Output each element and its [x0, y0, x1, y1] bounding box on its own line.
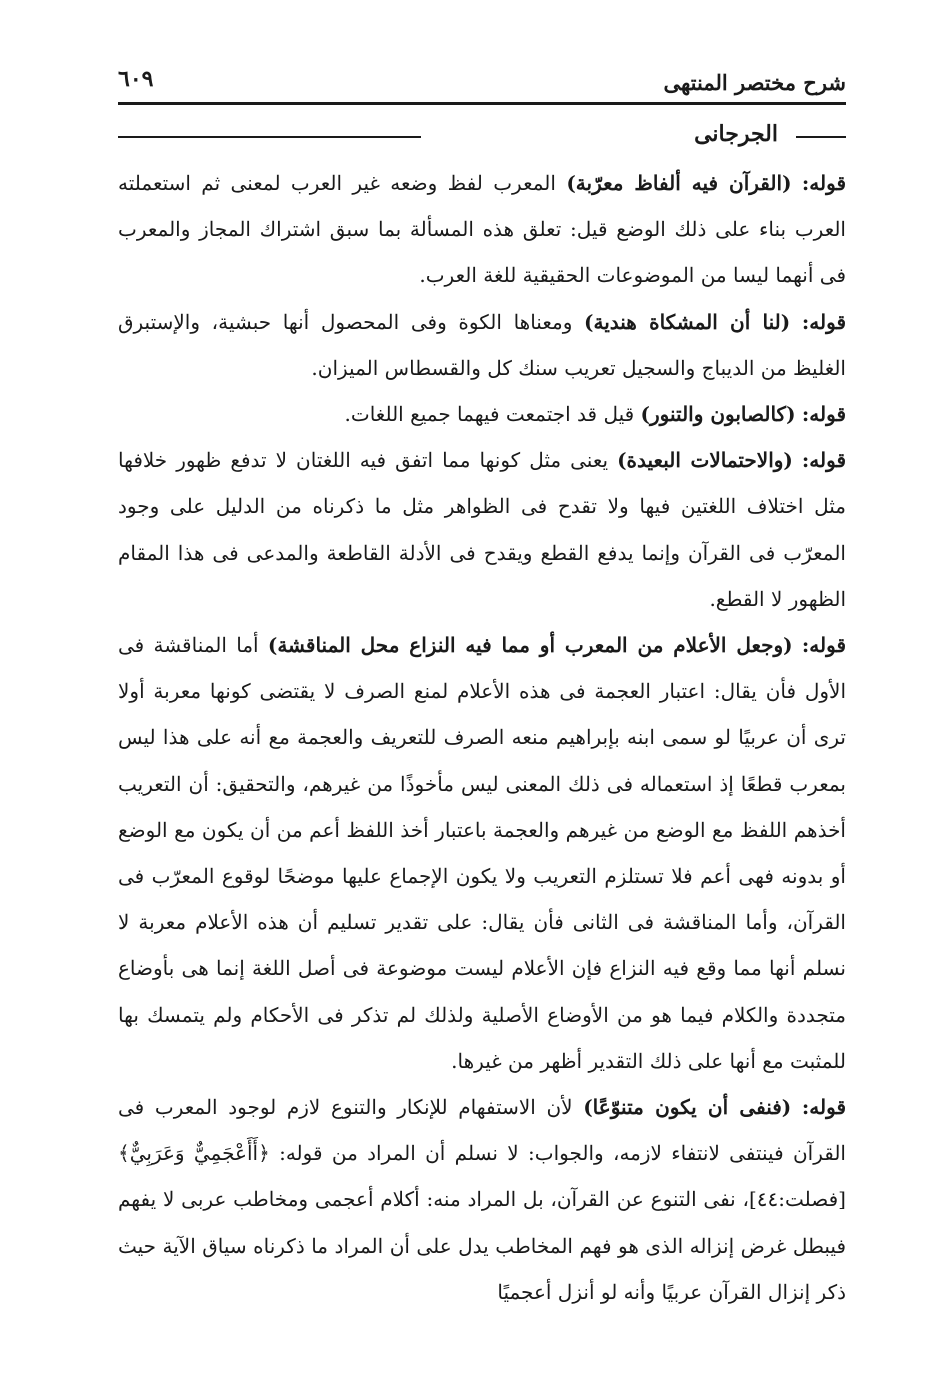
paragraph-label: قوله:	[801, 402, 846, 427]
paragraph-quote: (وجعل الأعلام من المعرب أو مما فيه النزاع محل المناقشة)	[267, 633, 793, 658]
paragraph-quote: (لنا أن المشكاة هندية)	[584, 309, 791, 334]
paragraph-sabun	[118, 391, 846, 437]
section-title: الجرجانى	[694, 121, 778, 147]
page-number: ٦٠٩	[118, 66, 154, 92]
paragraph-label: قوله:	[801, 1095, 846, 1120]
heading-rule-right	[796, 136, 846, 138]
paragraph-label: قوله:	[801, 171, 846, 195]
paragraph-ihtimalat	[118, 437, 846, 622]
paragraph-quote: (والاحتمالات البعيدة)	[617, 448, 793, 473]
section-heading	[118, 119, 846, 155]
paragraph-mishkat	[118, 299, 846, 391]
paragraph-quote: (فنفى أن يكون متنوّعًا)	[583, 1095, 792, 1120]
paragraph-label: قوله:	[801, 633, 846, 658]
paragraph-text: يعنى مثل كونها مما اتفق فيه اللغتان لا تدفع ظهور خلافها مثل اختلاف اللغتين فيها ولا تقدح فى الظواهر مثل ما ذكرناه من الدليل على وجود المعرّب فى القرآن وإنما يدفع القطع ويقدح فى الأدلة القاطعة والمدعى فى هذا المقام الظهور لا القطع.	[118, 448, 846, 611]
paragraph-quote: (القرآن فيه ألفاظ معرّبة)	[566, 171, 792, 195]
heading-rule-left	[118, 136, 421, 138]
book-title: شرح مختصر المنتهى	[663, 70, 846, 95]
paragraph-tanawwu	[118, 1084, 846, 1315]
paragraph-text: أما المناقشة فى الأول فأن يقال: اعتبار العجمة فى هذه الأعلام لمنع الصرف لا يقتضى كونها معربة أولا ترى أن عربيًا لو سمى ابنه بإبراهيم منعه الصرف للتعريف والعجمة مع أنه على هذا ليس بمعرب قطعًا إذ استعماله فى ذلك المعنى ليس مأخوذًا من غيرهم، والتحقيق: أن التعريب أخذهم اللفظ مع الوضع من غيرهم والعجمة باعتبار أخذ اللفظ أعم من أن يكون مع الوضع أو بدونه فهى أعم فلا تستلزم التعريب ولا يكون الإجماع عليها موضحًا لوقوع المعرّب فى القرآن، وأما المناقشة فى الثانى فأن يقال: على تقدير تسليم أن هذه الأعلام معربة لا نسلم أنها مما وقع فيه النزاع فإن الأعلام ليست موضوعة فى أصل اللغة إنما هى بأوضاع متجددة والكلام فيما هو من الأوضاع الأصلية ولذلك لم تذكر فى الأحكام ولم يتمسك بها للمثبت مع أنها على ذلك التقدير أظهر من غيرها.	[118, 633, 846, 1073]
paragraph-text: المعرب لفظ وضعه غير العرب لمعنى ثم استعملته العرب بناء على ذلك الوضع قيل: تعلق هذه المسألة بما سبق اشتراك المجاز والمعرب فى أنهما ليسا من الموضوعات الحقيقية للغة العرب.	[118, 171, 846, 288]
paragraph-alam	[118, 622, 846, 1084]
page	[118, 62, 846, 1312]
commentary-body	[118, 160, 846, 1315]
paragraph-text: ومعناها الكوة وفى المحصول أنها حبشية، والإستبرق الغليظ من الديباج والسجيل تعريب سنك كل والقسطاس الميزان.	[118, 309, 846, 380]
page-header	[118, 62, 846, 105]
paragraph-quote: (كالصابون والتنور)	[640, 402, 796, 427]
paragraph-label: قوله:	[801, 309, 847, 334]
paragraph-muarrab	[118, 160, 846, 299]
paragraph-text: لأن الاستفهام للإنكار والتنوع لازم لوجود المعرب فى القرآن فينتفى لانتفاء لازمه، والجواب: لا نسلم أن المراد من قوله: ﴿أَأَعْجَمِيٌّ وَعَرَبِيٌّ﴾ [فصلت:٤٤]، نفى التنوع عن القرآن، بل المراد منه: أكلام أعجمى ومخاطب عربى لا يفهم فيبطل غرض إنزاله الذى هو فهم المخاطب يدل على أن المراد ما ذكرناه سياق الآية حيث ذكر إنزال القرآن عربيًا وأنه لو أنزل أعجميًا	[118, 1095, 847, 1304]
paragraph-text: قيل قد اجتمعت فيهما جميع اللغات.	[344, 402, 641, 427]
paragraph-label: قوله:	[801, 448, 847, 473]
